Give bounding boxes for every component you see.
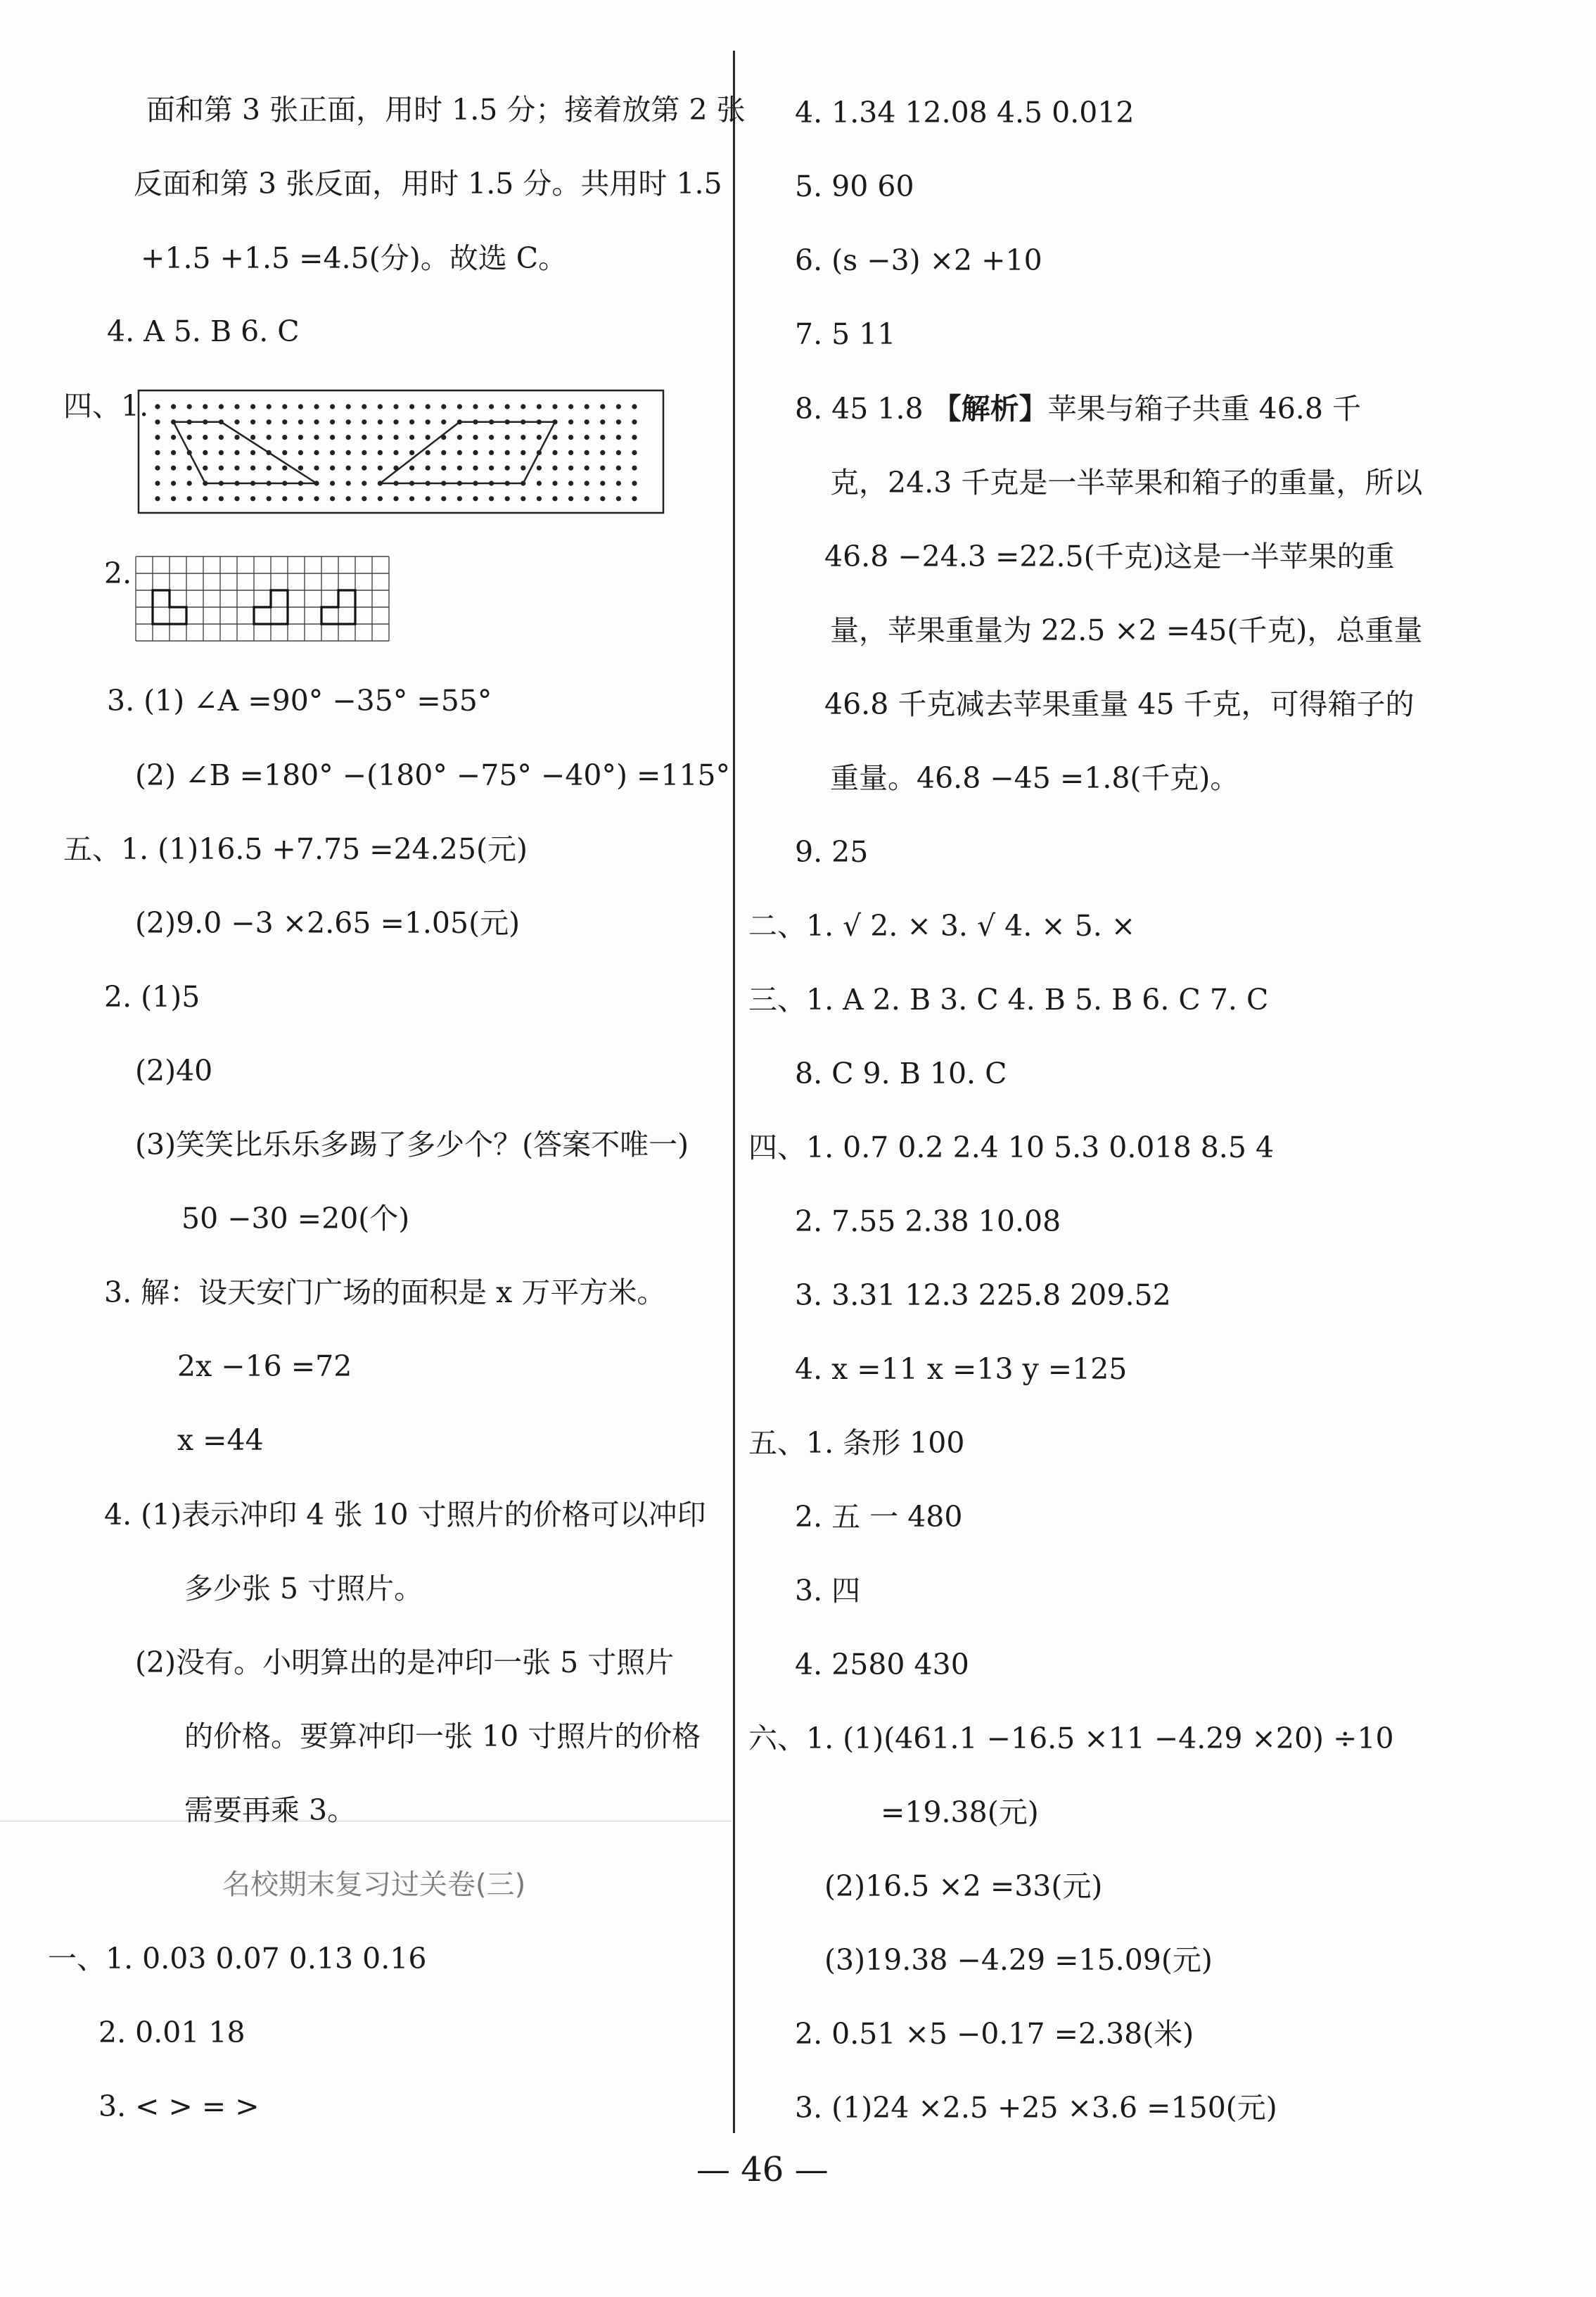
trapezoid-shape [174,422,317,483]
grid-dot [219,404,224,409]
grid-dot [600,481,605,485]
grid-dot [600,450,605,455]
grid-dot [393,435,398,440]
grid-dot [314,404,319,409]
grid-dot [203,435,208,440]
square-grid-figure [135,556,390,642]
grid-dot [171,496,176,501]
grid-dot [298,404,303,409]
grid-dot [171,450,176,455]
grid-dot [616,466,621,471]
grid-dot [616,435,621,440]
grid-dot [552,404,557,409]
answer-line: 克，24.3 千克是一半苹果和箱子的重量，所以 [830,466,1423,500]
section-4-q2-label: 2. [104,556,132,590]
grid-dot [362,466,366,471]
answer-line: 六、1. (1)(461.1 −16.5 ×11 −4.29 ×20) ÷10 [748,1722,1394,1755]
grid-dot [585,419,589,424]
answer-line: 的价格。要算冲印一张 10 寸照片的价格 [184,1719,701,1753]
grid-dot [537,466,542,471]
grid-dot [505,404,510,409]
grid-dot [267,496,272,501]
answer-line: (2)40 [135,1054,213,1088]
grid-dot [282,466,287,471]
grid-dot [314,466,319,471]
answer-line: =19.38(元) [881,1795,1039,1829]
grid-dot [426,435,430,440]
grid-dot [203,404,208,409]
answer-line: 四、1. 0.7 0.2 2.4 10 5.3 0.018 8.5 4 [748,1131,1275,1164]
grid-dot [426,419,430,424]
grid-dot [505,450,510,455]
grid-dot [409,419,414,424]
answer-line: 6. (s −3) ×2 +10 [795,243,1042,277]
grid-dot [409,466,414,471]
grid-dot [521,435,525,440]
grid-dot [552,481,557,485]
grid-dot [171,481,176,485]
grid-dot [473,435,478,440]
grid-dot [393,450,398,455]
grid-dot [298,466,303,471]
grid-dot [250,435,255,440]
grid-dot [632,496,637,501]
answer-line: (2) ∠B =180° −(180° −75° −40°) =115° [135,758,731,792]
grid-dot [568,450,573,455]
grid-dot [346,496,351,501]
column-divider [733,51,735,2133]
answer-line: 3. < > = > [98,2089,260,2123]
grid-dot [346,404,351,409]
analysis-keyword: 【解析】 [932,392,1048,426]
grid-dot [234,466,239,471]
grid-dot [426,466,430,471]
grid-dot [393,496,398,501]
grid-dot [282,435,287,440]
grid-dot [441,496,446,501]
grid-dot [457,435,462,440]
answer-line: 4. (1)表示冲印 4 张 10 寸照片的价格可以冲印 [104,1498,706,1532]
grid-dot [568,481,573,485]
grid-dot [457,496,462,501]
grid-dot [632,466,637,471]
grid-dot [457,404,462,409]
grid-dot [298,496,303,501]
grid-dot [267,404,272,409]
answer-line: 3. (1) ∠A =90° −35° =55° [107,684,492,718]
section-4-q1-label: 四、1. [63,389,149,423]
answer-line: 面和第 3 张正面，用时 1.5 分；接着放第 2 张 [146,93,746,127]
grid-dot [473,496,478,501]
grid-dot [171,435,176,440]
grid-dot [282,496,287,501]
grid-dot [552,450,557,455]
grid-dot [585,466,589,471]
grid-dot [362,496,366,501]
page-number: — 46 — [696,2150,829,2189]
grid-dot [409,435,414,440]
answer-line: 3. 解：设天安门广场的面积是 x 万平方米。 [104,1275,666,1309]
answer-line: 46.8 千克减去苹果重量 45 千克，可得箱子的 [824,687,1415,721]
answer-line: 46.8 −24.3 =22.5(千克)这是一半苹果的重 [824,540,1395,573]
grid-dot [250,419,255,424]
grid-dot [203,466,208,471]
grid-dot [155,404,160,409]
grid-dot [600,496,605,501]
grid-dot [585,481,589,485]
answer-line: 9. 25 [795,835,869,869]
grid-dot [441,419,446,424]
grid-dot [267,466,272,471]
grid-dot [632,450,637,455]
section-title: 名校期末复习过关卷(三) [222,1869,526,1901]
grid-dot [505,435,510,440]
answer-line: 7. 5 11 [795,317,896,351]
grid-dot [362,435,366,440]
answer-line: (2)9.0 −3 ×2.65 =1.05(元) [135,906,521,940]
answer-line: x =44 [177,1423,264,1457]
grid-dot [426,450,430,455]
grid-dot [616,450,621,455]
answer-line: 五、1. 条形 100 [748,1426,965,1460]
grid-dot [393,419,398,424]
grid-dot [330,496,335,501]
grid-dot [219,496,224,501]
grid-dot [409,450,414,455]
grid-dot [537,481,542,485]
grid-dot [489,435,494,440]
answer-line: 2. 0.51 ×5 −0.17 =2.38(米) [795,2017,1194,2051]
answer-line: 3. 3.31 12.3 225.8 209.52 [795,1278,1171,1312]
grid-dot [282,419,287,424]
grid-dot [171,466,176,471]
grid-dot [600,435,605,440]
grid-dot [616,404,621,409]
grid-dot [346,481,351,485]
answer-line: 多少张 5 寸照片。 [184,1572,423,1605]
grid-dot [505,496,510,501]
grid-dot [632,435,637,440]
answer-line: 4. 1.34 12.08 4.5 0.012 [795,96,1135,129]
answer-line: 重量。46.8 −45 =1.8(千克)。 [830,761,1239,795]
grid-dot [362,450,366,455]
grid-dot [330,435,335,440]
grid-dot [346,419,351,424]
answer-line: 4. 2580 430 [795,1648,969,1681]
answer-line: 2. 7.55 2.38 10.08 [795,1204,1061,1238]
grid-dot [473,404,478,409]
grid-dot [568,496,573,501]
grid-dot [489,466,494,471]
grid-dot [187,481,192,485]
grid-dot [378,419,383,424]
grid-dot [250,404,255,409]
grid-dot [489,450,494,455]
answer-line: 三、1. A 2. B 3. C 4. B 5. B 6. C 7. C [748,983,1269,1017]
grid-dot [521,404,525,409]
grid-dot [521,450,525,455]
answer-line: +1.5 +1.5 =4.5(分)。故选 C。 [141,241,568,275]
grid-dot [219,450,224,455]
grid-dot [203,450,208,455]
grid-dot [537,404,542,409]
grid-dot [330,450,335,455]
grid-dot [585,450,589,455]
grid-dot [552,496,557,501]
grid-dot [203,496,208,501]
answer-line-analysis [795,392,1361,426]
grid-dot [234,450,239,455]
grid-dot [441,466,446,471]
grid-dot [234,419,239,424]
answer-line: 3. (1)24 ×2.5 +25 ×3.6 =150(元) [795,2091,1277,2125]
grid-dot [378,496,383,501]
grid-dot [600,404,605,409]
grid-dot [600,466,605,471]
grid-dot [155,450,160,455]
grid-dot [155,435,160,440]
grid-dot [616,496,621,501]
grid-dot [234,435,239,440]
grid-dot [330,481,335,485]
grid-dot [378,435,383,440]
grid-dot [457,450,462,455]
grid-dot [489,496,494,501]
grid-dot [155,481,160,485]
grid-dot [568,435,573,440]
grid-dot [616,481,621,485]
grid-dot [362,419,366,424]
answer-line: 3. 四 [795,1574,861,1608]
answer-line: 4. x =11 x =13 y =125 [795,1352,1128,1386]
grid-dot [171,404,176,409]
grid-dot [585,404,589,409]
grid-dot [155,419,160,424]
grid-dot [505,466,510,471]
grid-dot [409,496,414,501]
grid-dot [234,404,239,409]
grid-dot [457,466,462,471]
answer-line: 需要再乘 3。 [184,1793,357,1827]
answer-line: (3)笑笑比乐乐多踢了多少个？(答案不唯一) [135,1128,689,1162]
grid-dot [426,404,430,409]
grid-dot [330,419,335,424]
grid-dot [568,466,573,471]
grid-dot [187,435,192,440]
grid-dot [234,496,239,501]
answer-line: 8. C 9. B 10. C [795,1057,1007,1090]
grid-dot [282,450,287,455]
grid-dot [250,450,255,455]
answer-line: 4. A 5. B 6. C [107,314,300,348]
grid-dot [552,466,557,471]
parallelogram-shape [380,422,555,483]
grid-dot [282,404,287,409]
grid-dot [521,466,525,471]
grid-dot [187,496,192,501]
grid-dot [426,496,430,501]
grid-dot [267,435,272,440]
grid-dot [250,466,255,471]
grid-dot [473,466,478,471]
grid-dot [632,404,637,409]
grid-dot [568,419,573,424]
grid-dot [568,404,573,409]
grid-dot [537,496,542,501]
answer-text: 苹果与箱子共重 46.8 千 [1047,392,1361,426]
answer-line: (2)没有。小明算出的是冲印一张 5 寸照片 [135,1646,675,1679]
answer-line: 50 −30 =20(个) [181,1202,410,1235]
answer-line: 2. 0.01 18 [98,2016,245,2049]
grid-dot [330,404,335,409]
grid-dot [298,450,303,455]
answer-line: 2. (1)5 [104,980,200,1014]
grid-dot [632,419,637,424]
grid-dot [473,450,478,455]
grid-dot [250,496,255,501]
dot-grid-figure [138,390,664,514]
grid-dot [314,450,319,455]
grid-dot [537,435,542,440]
grid-dot [362,404,366,409]
answer-line: (3)19.38 −4.29 =15.09(元) [824,1943,1213,1977]
answer-line: 一、1. 0.03 0.07 0.13 0.16 [48,1942,427,1975]
answer-text: 8. 45 1.8 [795,392,933,426]
grid-dot [267,419,272,424]
answer-line: 2. 五 一 480 [795,1500,963,1534]
answer-line: 5. 90 60 [795,170,914,203]
grid-dot [378,450,383,455]
grid-dot [314,435,319,440]
grid-dot [393,404,398,409]
grid-dot [314,419,319,424]
grid-dot [187,404,192,409]
grid-dot [378,466,383,471]
answer-line: (2)16.5 ×2 =33(元) [824,1869,1103,1903]
answer-line: 2x −16 =72 [177,1349,352,1383]
grid-dot [585,435,589,440]
grid-dot [330,466,335,471]
grid-dot [219,466,224,471]
grid-dot [314,496,319,501]
grid-dot [346,450,351,455]
grid-dot [187,466,192,471]
grid-dot [346,466,351,471]
grid-dot [616,419,621,424]
grid-dot [585,496,589,501]
grid-dot [632,481,637,485]
grid-dot [298,419,303,424]
grid-dot [155,496,160,501]
grid-dot [362,481,366,485]
grid-dot [441,450,446,455]
grid-dot [521,496,525,501]
answer-line: 反面和第 3 张反面，用时 1.5 分。共用时 1.5 [134,167,722,201]
grid-dot [600,419,605,424]
grid-dot [298,435,303,440]
answer-line: 五、1. (1)16.5 +7.75 =24.25(元) [63,832,528,866]
answer-line: 量，苹果重量为 22.5 ×2 =45(千克)，总重量 [830,613,1423,647]
grid-dot [441,404,446,409]
grid-dot [409,404,414,409]
grid-dot [346,435,351,440]
answer-line: 二、1. √ 2. × 3. √ 4. × 5. × [748,909,1136,943]
grid-dot [219,435,224,440]
grid-dot [552,435,557,440]
grid-dot [489,404,494,409]
grid-dot [378,404,383,409]
grid-dot [155,466,160,471]
